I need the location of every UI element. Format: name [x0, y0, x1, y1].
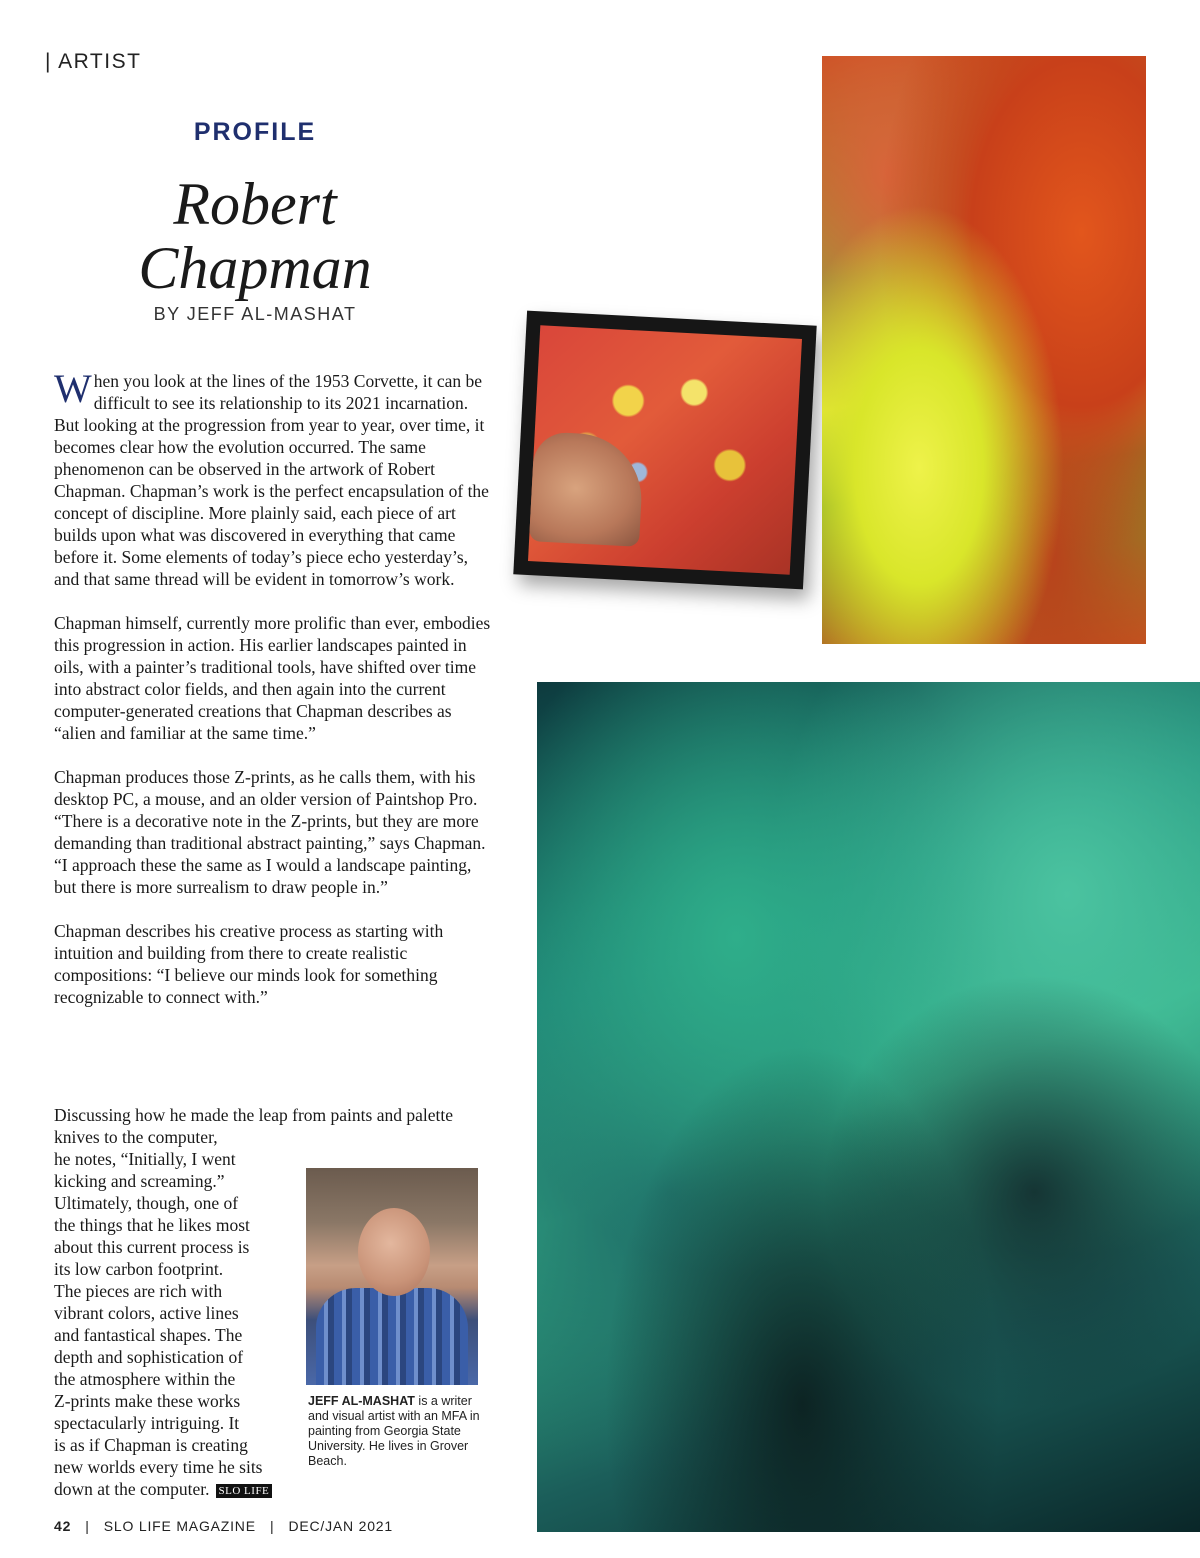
article-body	[54, 366, 494, 1030]
artwork-image-bottom	[537, 682, 1200, 1532]
author-bio	[308, 1394, 480, 1469]
footer-separator: |	[269, 1518, 275, 1534]
magazine-name: SLO LIFE MAGAZINE	[103, 1518, 256, 1534]
paragraph-5-line: is as if Chapman is creating	[54, 1435, 248, 1455]
article-title	[60, 172, 450, 300]
paragraph-5-line: the atmosphere within the	[54, 1369, 236, 1389]
paragraph-5-line: its low carbon footprint.	[54, 1259, 224, 1279]
paragraph-5-line: Ultimately, though, one of	[54, 1193, 239, 1213]
author-name: JEFF AL-MASHAT	[308, 1394, 415, 1408]
end-badge: SLO LIFE	[216, 1484, 273, 1498]
paragraph-5-line: The pieces are rich with	[54, 1281, 223, 1301]
author-face	[358, 1208, 430, 1296]
author-photo	[306, 1168, 478, 1385]
paragraph-5-line: kicking and screaming.”	[54, 1171, 225, 1191]
paragraph-4: Chapman describes his creative process as starting with intuition and building from there to create realistic compositions: “I believe our minds look for something recognizable to connect with.”	[54, 921, 444, 1007]
author-bio-text: is a writer and visual artist with an MFA in painting from Georgia State University. He lives in Grover Beach.	[308, 1394, 480, 1468]
paragraph-5-line: and fantastical shapes. The	[54, 1325, 243, 1345]
artwork-image-top	[822, 56, 1146, 644]
paragraph-5-line: he notes, “Initially, I went	[54, 1149, 236, 1169]
author-shirt	[316, 1288, 468, 1385]
paragraph-5-line: vibrant colors, active lines	[54, 1303, 239, 1323]
byline: BY JEFF AL-MASHAT	[153, 304, 357, 324]
page-footer	[54, 1518, 393, 1534]
paragraph-1	[54, 366, 494, 590]
title-line-2: Chapman	[138, 235, 372, 301]
paragraph-5-line: knives to the computer,	[54, 1127, 218, 1147]
page-number: 42	[54, 1518, 72, 1534]
paragraph-5-last-text: down at the computer.	[54, 1479, 210, 1499]
paragraph-5-line: Discussing how he made the leap from paints and palette	[54, 1105, 453, 1125]
footer-separator: |	[85, 1518, 90, 1534]
paragraph-2: Chapman himself, currently more prolific than ever, embodies this progression in action. His earlier landscapes painted in oils, with a painter’s traditional tools, have shifted over time into abstract color fields, and then again into the current computer-generated creations that Chapman describes as “alien and familiar at the same time.”	[54, 613, 491, 743]
issue-date: DEC/JAN 2021	[288, 1518, 393, 1534]
paragraph-1-text: hen you look at the lines of the 1953 Corvette, it can be difficult to see its relationship to its 2021 incarnation. But looking at the progression from year to year, over time, it becomes clear how the evolution occurred. The same phenomenon can be observed in the artwork of Robert Chapman. Chapman’s work is the perfect encapsulation of the concept of discipline. More plainly said, each piece of art builds upon what was discovered in everything that came before it. Some elements of today’s piece echo yesterday’s, and that same thread will be evident in tomorrow’s work.	[54, 371, 489, 589]
profile-kicker: PROFILE	[193, 118, 317, 146]
paragraph-5-last-line	[54, 1478, 494, 1500]
paragraph-5-line: about this current process is	[54, 1237, 250, 1257]
paragraph-5-line: the things that he likes most	[54, 1215, 250, 1235]
paragraph-3: Chapman produces those Z-prints, as he calls them, with his desktop PC, a mouse, and an older version of Paintshop Pro. “There is a decorative note in the Z-prints, but they are more demanding than traditional abstract painting,” says Chapman. “I approach these the same as I would a landscape painting, but there is more surrealism to draw people in.”	[54, 767, 486, 897]
paragraph-5-line: depth and sophistication of	[54, 1347, 244, 1367]
title-line-1: Robert	[173, 171, 337, 237]
section-label: | ARTIST	[45, 50, 142, 73]
artist-at-work-photo	[513, 311, 816, 590]
paragraph-5-line: new worlds every time he sits	[54, 1457, 263, 1477]
drop-cap: W	[54, 366, 92, 411]
paragraph-5-line: Z-prints make these works	[54, 1391, 241, 1411]
paragraph-5-line: spectacularly intriguing. It	[54, 1413, 240, 1433]
